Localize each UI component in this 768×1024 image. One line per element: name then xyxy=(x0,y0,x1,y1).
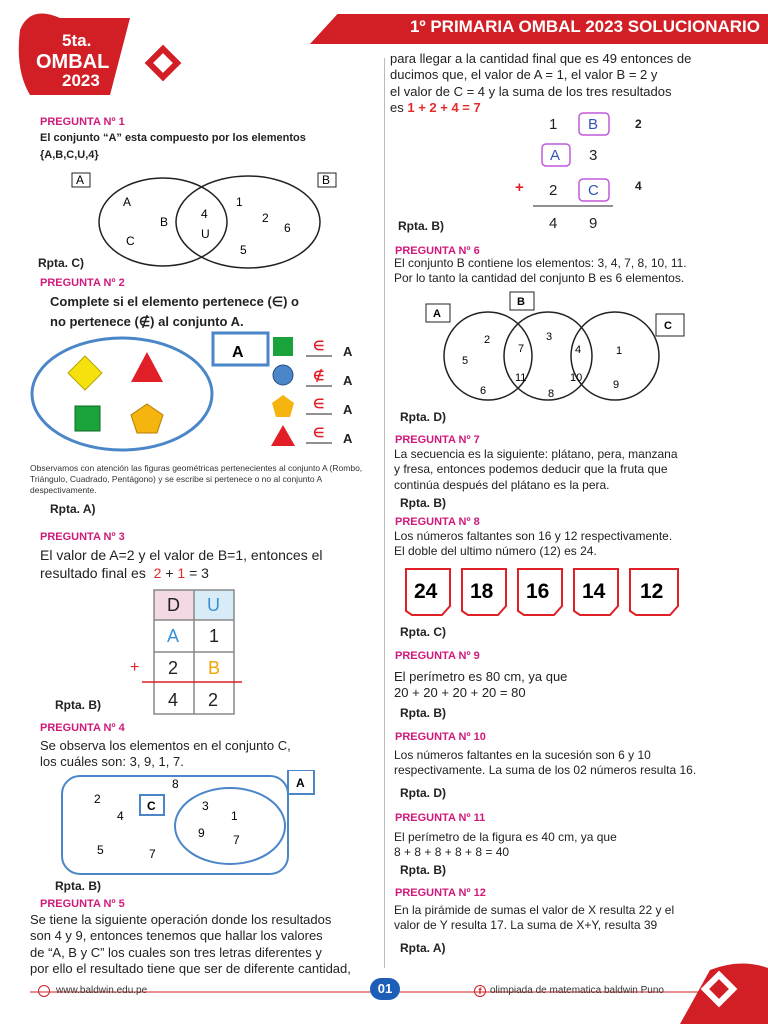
svg-text:A: A xyxy=(123,195,132,209)
q1-heading: PREGUNTA Nº 1 xyxy=(40,116,125,128)
svg-text:B: B xyxy=(322,173,331,187)
logo-year: 2023 xyxy=(62,71,100,90)
svg-text:A: A xyxy=(167,626,180,646)
q4-venn xyxy=(60,770,320,880)
svg-text:B: B xyxy=(160,215,169,229)
svg-text:D: D xyxy=(167,595,180,615)
svg-text:9: 9 xyxy=(613,379,620,391)
svg-text:10: 10 xyxy=(570,372,583,384)
q8-card xyxy=(518,569,562,615)
svg-text:6: 6 xyxy=(480,385,487,397)
q2-note: Observamos con atención las figuras geométricas pertenecientes al conjunto A (Rombo, Triángulo, Cuadrado, Pentágono) y se escribe si pertenece o no al conjunto A despectivamente. xyxy=(30,463,363,496)
svg-text:C: C xyxy=(588,182,599,199)
q4-heading: PREGUNTA Nº 4 xyxy=(40,722,125,734)
svg-text:B: B xyxy=(588,116,599,133)
q11-heading: PREGUNTA Nº 11 xyxy=(395,812,486,824)
svg-text:U: U xyxy=(201,227,210,241)
footer-website[interactable]: www.baldwin.edu.pe xyxy=(56,985,148,996)
column-divider xyxy=(384,58,385,968)
svg-text:1: 1 xyxy=(549,116,558,133)
svg-text:A: A xyxy=(343,431,353,446)
q8-card xyxy=(630,569,678,615)
svg-text:A: A xyxy=(343,344,353,359)
q6-answer: Rpta. D) xyxy=(400,410,446,424)
q7-heading: PREGUNTA Nº 7 xyxy=(395,434,480,446)
svg-text:4: 4 xyxy=(575,344,582,356)
svg-text:A: A xyxy=(232,344,244,361)
q12-answer: Rpta. A) xyxy=(400,941,446,955)
svg-text:3: 3 xyxy=(546,331,553,343)
svg-text:4: 4 xyxy=(549,215,558,232)
svg-text:9: 9 xyxy=(589,215,598,232)
svg-text:2: 2 xyxy=(635,117,642,131)
svg-text:11: 11 xyxy=(515,372,527,384)
q8-card xyxy=(574,569,618,615)
q5-text: Se tiene la siguiente operación donde los resultados son 4 y 9, entonces tenemos que hallar los valores de “A, B y C” los cuales son tres letras diferentes y por ello el resultado tiene que ser de diferente cantidad, xyxy=(30,912,351,976)
svg-text:∉: ∉ xyxy=(313,368,325,383)
svg-text:3: 3 xyxy=(589,147,598,164)
q11-answer: Rpta. B) xyxy=(400,863,446,877)
svg-text:B: B xyxy=(517,296,525,308)
svg-text:1: 1 xyxy=(616,345,623,357)
q5-heading: PREGUNTA Nº 5 xyxy=(40,898,125,910)
q10-answer: Rpta. D) xyxy=(400,786,446,800)
svg-text:9: 9 xyxy=(198,826,205,840)
q8-answer: Rpta. C) xyxy=(400,625,446,639)
q6-heading: PREGUNTA Nº 6 xyxy=(395,245,480,257)
svg-text:2: 2 xyxy=(94,792,101,806)
svg-text:C: C xyxy=(664,320,672,332)
ombal-logo xyxy=(0,0,200,110)
svg-text:18: 18 xyxy=(470,580,494,603)
svg-text:5: 5 xyxy=(462,355,469,367)
svg-text:∈: ∈ xyxy=(313,425,325,440)
q3-answer: Rpta. B) xyxy=(55,698,101,712)
q8-heading: PREGUNTA Nº 8 xyxy=(395,516,480,528)
q1-answer: Rpta. C) xyxy=(38,256,84,270)
q3-heading: PREGUNTA Nº 3 xyxy=(40,531,125,543)
svg-text:A: A xyxy=(433,308,441,320)
svg-text:B: B xyxy=(208,658,221,678)
q5-continued: para llegar a la cantidad final que es 49 entonces de ducimos que, el valor de A = 1, el valor B = 2 y el valor de C = 4 y la suma de los tres resultados es 1 + 2 + 4 = 7 xyxy=(390,51,692,115)
svg-text:A: A xyxy=(550,147,561,164)
svg-text:+: + xyxy=(130,659,140,676)
q2-answer: Rpta. A) xyxy=(50,502,96,516)
svg-text:2: 2 xyxy=(208,690,219,710)
svg-text:4: 4 xyxy=(168,690,179,710)
q9-heading: PREGUNTA Nº 9 xyxy=(395,650,480,662)
svg-text:5: 5 xyxy=(240,243,247,257)
svg-text:1: 1 xyxy=(209,626,220,646)
svg-text:5: 5 xyxy=(97,843,104,857)
q8-card xyxy=(462,569,506,615)
svg-text:7: 7 xyxy=(233,833,240,847)
svg-text:14: 14 xyxy=(582,580,606,603)
q5-grid xyxy=(505,112,655,236)
q1-venn xyxy=(68,168,350,276)
svg-text:8: 8 xyxy=(548,388,555,400)
q6-venn xyxy=(420,290,690,408)
svg-text:4: 4 xyxy=(201,207,208,221)
svg-text:16: 16 xyxy=(526,580,550,603)
svg-text:A: A xyxy=(343,373,353,388)
footer-facebook[interactable]: olimpiada de matematica baldwin Puno xyxy=(490,985,664,996)
svg-text:6: 6 xyxy=(284,221,291,235)
svg-text:4: 4 xyxy=(635,179,642,193)
q3-text: El valor de A=2 y el valor de B=1, entonces el resultado final es 2 + 1 = 3 xyxy=(40,547,323,581)
q5-answer: Rpta. B) xyxy=(398,219,444,233)
svg-text:A: A xyxy=(343,402,353,417)
q2-figure xyxy=(30,330,375,460)
svg-text:12: 12 xyxy=(640,580,664,603)
logo-name: OMBAL xyxy=(36,51,110,73)
svg-text:1: 1 xyxy=(236,195,243,209)
svg-text:C: C xyxy=(126,234,135,248)
q4-answer: Rpta. B) xyxy=(55,879,101,893)
svg-text:2: 2 xyxy=(168,658,179,678)
svg-text:∈: ∈ xyxy=(313,396,325,411)
svg-text:A: A xyxy=(296,776,305,790)
logo-number: 5ta. xyxy=(62,31,92,50)
q12-heading: PREGUNTA Nº 12 xyxy=(395,887,486,899)
q9-answer: Rpta. B) xyxy=(400,706,446,720)
q2-text: Complete si el elemento pertenece (∈) o no pertenece (∉) al conjunto A. xyxy=(50,294,299,329)
svg-text:2: 2 xyxy=(549,182,558,199)
q8-cards xyxy=(402,566,687,618)
svg-text:4: 4 xyxy=(117,809,124,823)
svg-text:A: A xyxy=(76,173,85,187)
page-number: 01 xyxy=(370,978,400,1000)
q2-heading: PREGUNTA Nº 2 xyxy=(40,277,125,289)
q6-text: El conjunto B contiene los elementos: 3, 4, 7, 8, 10, 11. Por lo tanto la cantidad del conjunto B es 6 elementos. xyxy=(394,256,687,286)
svg-text:8: 8 xyxy=(172,777,179,791)
svg-text:7: 7 xyxy=(518,343,525,355)
svg-text:2: 2 xyxy=(484,334,491,346)
svg-text:1: 1 xyxy=(231,809,238,823)
q10-heading: PREGUNTA Nº 10 xyxy=(395,731,486,743)
svg-text:24: 24 xyxy=(414,580,438,603)
svg-text:U: U xyxy=(207,595,220,615)
q8-text: Los números faltantes son 16 y 12 respectivamente. El doble del ultimo número (12) es 24. xyxy=(394,529,673,559)
facebook-icon: f xyxy=(474,985,486,997)
q7-answer: Rpta. B) xyxy=(400,496,446,510)
q12-text: En la pirámide de sumas el valor de X resulta 22 y el valor de Y resulta 17. La suma de X+Y, resulta 39 xyxy=(394,903,675,933)
globe-icon xyxy=(38,985,50,997)
q9-text: El perímetro es 80 cm, ya que 20 + 20 + 20 + 20 = 80 xyxy=(394,669,568,701)
q1-text: El conjunto “A” esta compuesto por los elementos {A,B,C,U,4} xyxy=(40,132,306,161)
q3-table xyxy=(130,588,242,718)
page-title: 1º PRIMARIA OMBAL 2023 SOLUCIONARIO xyxy=(409,17,760,36)
q8-card xyxy=(406,569,450,615)
q7-text: La secuencia es la siguiente: plátano, pera, manzana y fresa, entonces podemos deducir que la fruta que continúa después del plátano es la pera. xyxy=(394,447,678,492)
svg-text:C: C xyxy=(147,799,156,813)
svg-text:∈: ∈ xyxy=(313,338,325,353)
svg-text:3: 3 xyxy=(202,799,209,813)
svg-text:2: 2 xyxy=(262,211,269,225)
svg-text:+: + xyxy=(515,179,524,196)
q11-text: El perímetro de la figura es 40 cm, ya que 8 + 8 + 8 + 8 + 8 = 40 xyxy=(394,830,617,860)
q10-text: Los números faltantes en la sucesión son 6 y 10 respectivamente. La suma de los 02 números resulta 16. xyxy=(394,748,697,778)
q4-text: Se observa los elementos en el conjunto C, los cuáles son: 3, 9, 1, 7. xyxy=(40,738,291,770)
svg-text:7: 7 xyxy=(149,847,156,861)
